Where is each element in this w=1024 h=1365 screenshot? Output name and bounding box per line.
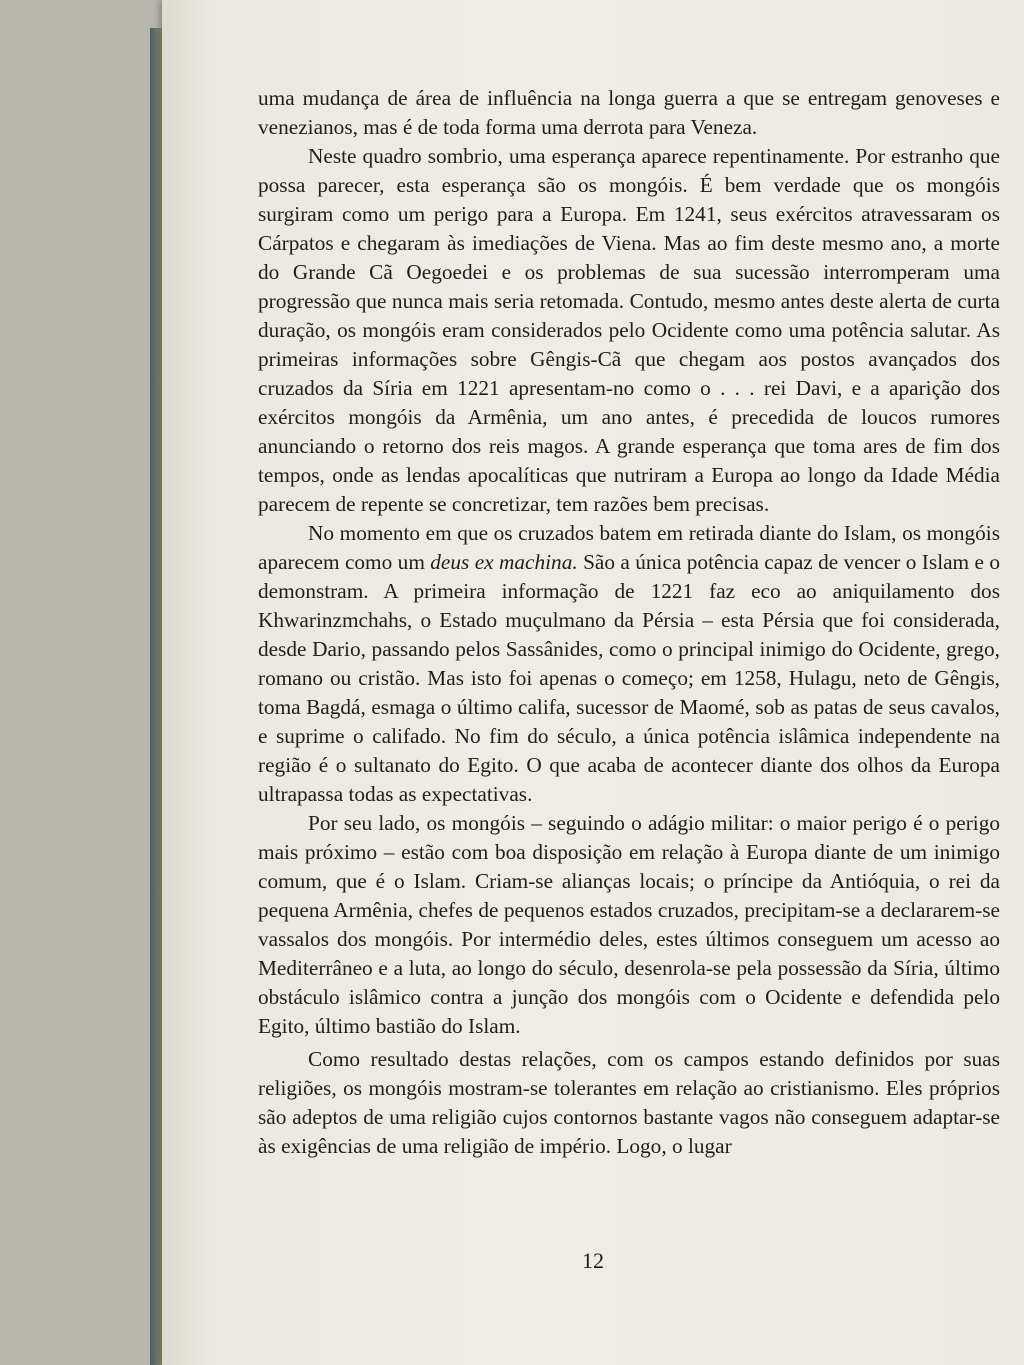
text-run: Neste quadro sombrio, uma esperança aparece repentinamente. Por estranho que possa parecer, esta esperança são os mongóis. É bem verdade que os mongóis surgiram como um perigo para a Europa. Em 1241, seus exércitos atravessaram os Cárpatos e chegaram às imediações de Viena. Mas ao fim deste mesmo ano, a morte do Grande Cã Oegoedei e os problemas de sua sucessão interromperam uma progressão que nunca mais seria retomada. Contudo, mesmo antes deste alerta de curta duração, os mongóis eram considerados pelo Ocidente como uma potência salutar. As primeiras informações sobre Gêngis-Cã que chegam aos postos avançados dos cruzados da Síria em 1221 apresentam-no como o . . . rei Davi, e a aparição dos exércitos mongóis da Armênia, um ano antes, é precedida de loucos rumores anunciando o retorno dos reis magos. A grande esperança que toma ares de fim dos tempos, onde as lendas apocalíticas que nutriram a Europa ao longo da Idade Média parecem de repente se concretizar, tem razões bem precisas.	[258, 144, 1000, 516]
book-page	[162, 0, 1024, 1365]
paragraph	[258, 519, 1000, 809]
paragraph	[258, 809, 1000, 1041]
italic-text: deus ex machina.	[430, 550, 578, 574]
paragraph	[258, 142, 1000, 519]
text-run: Como resultado destas relações, com os campos estando definidos por suas religiões, os mongóis mostram-se tolerantes em relação ao cristianismo. Eles próprios são adeptos de uma religião cujos contornos bastante vagos não conseguem adaptar-se às exigências de uma religião de império. Logo, o lugar	[258, 1047, 1000, 1158]
text-run: No momento em que os cruzados batem em retirada diante do Islam, os mongóis aparecem como um	[258, 521, 1000, 574]
text-run: São a única potência capaz de vencer o Islam e o demonstram. A primeira informação de 1221 faz eco ao aniquilamento dos Khwarinzmchahs, o Estado muçulmano da Pérsia – esta Pérsia que foi considerada, desde Dario, passando pelos Sassânides, como o principal inimigo do Ocidente, grego, romano ou cristão. Mas isto foi apenas o começo; em 1258, Hulagu, neto de Gêngis, toma Bagdá, esmaga o último califa, sucessor de Maomé, sob as patas de seus cavalos, e suprime o califado. No fim do século, a única potência islâmica independente na região é o sultanato do Egito. O que acaba de acontecer diante dos olhos da Europa ultrapassa todas as expectativas.	[258, 550, 1001, 806]
paragraph	[258, 84, 1000, 142]
text-run: Por seu lado, os mongóis – seguindo o adágio militar: o maior perigo é o perigo mais próximo – estão com boa disposição em relação à Europa diante de um inimigo comum, que é o Islam. Criam-se alianças locais; o príncipe da Antióquia, o rei da pequena Armênia, chefes de pequenos estados cruzados, precipitam-se a declararem-se vassalos dos mongóis. Por intermédio deles, estes últimos conseguem um acesso ao Mediterrâneo e a luta, ao longo do século, desenrola-se pela possessão da Síria, último obstáculo islâmico contra a junção dos mongóis com o Ocidente e defendida pelo Egito, último bastião do Islam.	[258, 811, 1000, 1038]
page-body-text	[258, 84, 1000, 1161]
page-number: 12	[582, 1248, 604, 1273]
text-run: uma mudança de área de influência na longa guerra a que se entregam genoveses e venezianos, mas é de toda forma uma derrota para Veneza.	[258, 86, 1000, 139]
paragraph	[258, 1045, 1000, 1161]
